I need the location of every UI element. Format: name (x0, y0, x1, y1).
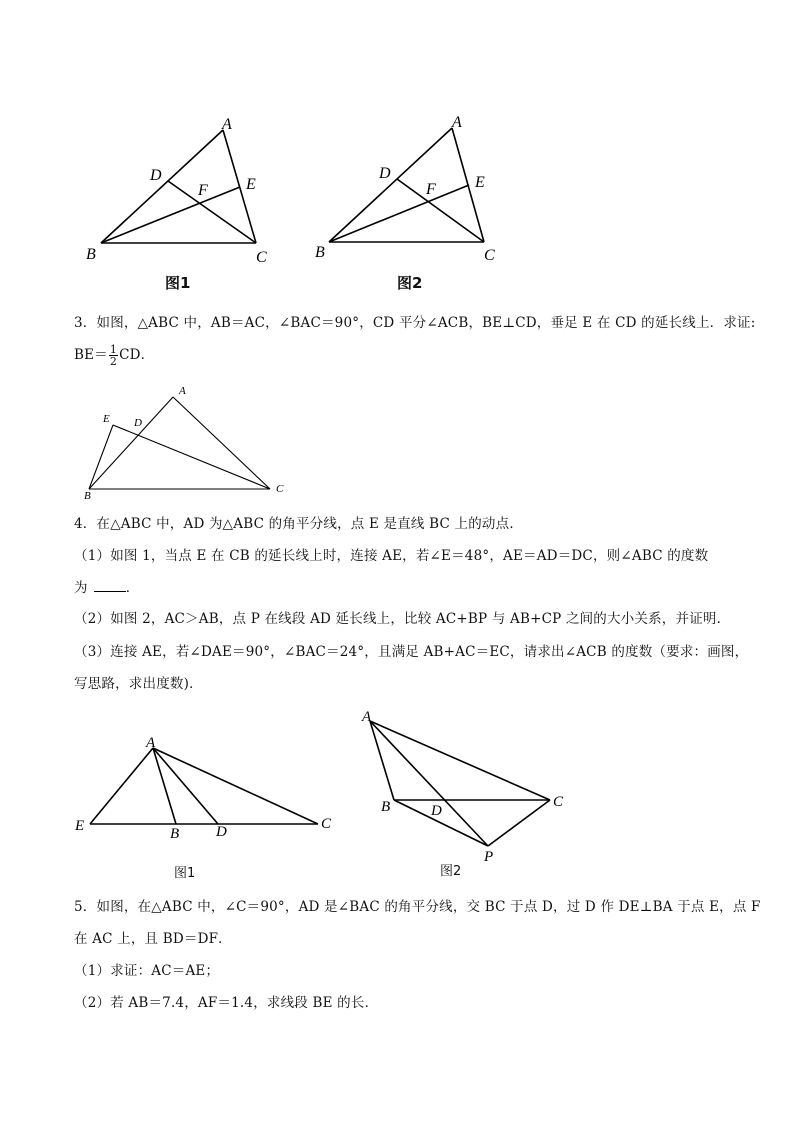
q3-line1: 3．如图，△ABC 中，AB＝AC，∠BAC＝90°，CD 平分∠ACB，BE⊥CD，垂足 E 在 CD 的延长线上．求证: (74, 315, 756, 331)
label-C: C (484, 247, 495, 264)
q4-part3-cont: 写思路，求出度数)． (74, 676, 203, 692)
q3-line2 (74, 344, 154, 367)
label-C: C (276, 483, 284, 495)
label-B: B (381, 799, 391, 815)
label-D: D (134, 417, 142, 429)
fraction-numerator: 1 (109, 343, 118, 356)
q5-line2: 在 AC 上，且 BD＝DF． (74, 931, 232, 947)
q3-figure (80, 380, 290, 500)
q4-part3: （3）连接 AE，若∠DAE＝90°，∠BAC＝24°，且满足 AB+AC＝EC，请求出∠ACB 的度数（要求：画图， (74, 644, 749, 660)
label-E: E (246, 176, 256, 193)
label-C: C (321, 816, 332, 832)
label-A: A (222, 116, 232, 133)
fraction-one-half (109, 344, 118, 367)
figure-caption-2: 图2 (397, 274, 423, 292)
q3-line2-prefix: BE＝ (74, 347, 108, 363)
q5-part2: （2）若 AB＝7.4，AF＝1.4，求线段 BE 的长． (74, 995, 379, 1011)
q4-figure-2-caption: 图2 (440, 864, 462, 879)
label-D: D (379, 165, 391, 182)
label-F: F (426, 181, 436, 198)
label-D: D (216, 824, 227, 840)
label-P: P (484, 849, 494, 865)
answer-blank (94, 579, 126, 592)
q5-line1: 5．如图，在△ABC 中，∠C＝90°，AD 是∠BAC 的角平分线，交 BC 于点 D，过 D 作 DE⊥BA 于点 E，点 F (74, 899, 761, 915)
label-E: E (475, 174, 485, 191)
q4-line1: 4．在△ABC 中，AD 为△ABC 的角平分线，点 E 是直线 BC 上的动点． (74, 516, 524, 532)
q4-figure-1-caption: 图1 (174, 866, 196, 881)
label-B: B (170, 826, 180, 842)
label-E: E (75, 818, 85, 834)
figure-caption-1: 图1 (165, 274, 191, 292)
label-A: A (452, 114, 462, 131)
label-E: E (103, 413, 110, 425)
label-A: A (179, 385, 186, 397)
q4-part1-cont-text: 为 (74, 580, 88, 596)
q4-figure-2 (355, 705, 575, 865)
q4-figure-1 (70, 730, 340, 840)
label-D: D (150, 167, 162, 184)
label-D: D (431, 803, 442, 819)
label-A: A (146, 735, 156, 751)
q5-part1: （1）求证：AC＝AE； (74, 963, 220, 979)
label-B: B (84, 490, 91, 502)
top-figure-1 (80, 110, 280, 270)
label-B: B (315, 244, 325, 261)
top-figure-2 (310, 110, 510, 270)
q4-part1-cont: 为 ． (74, 580, 140, 596)
label-B: B (86, 246, 96, 263)
label-C: C (256, 249, 267, 266)
label-A: A (362, 709, 372, 725)
q3-line2-suffix: CD． (119, 347, 155, 363)
q4-part2: （2）如图 2，AC＞AB，点 P 在线段 AD 延长线上，比较 AC+BP 与 AB+CP 之间的大小关系，并证明． (74, 611, 731, 627)
label-F: F (198, 182, 208, 199)
q4-part1: （1）如图 1，当点 E 在 CB 的延长线上时，连接 AE，若∠E＝48°，AE＝AD＝DC，则∠ABC 的度数 (74, 548, 709, 564)
label-C: C (553, 794, 564, 810)
fraction-denominator: 2 (109, 355, 118, 368)
